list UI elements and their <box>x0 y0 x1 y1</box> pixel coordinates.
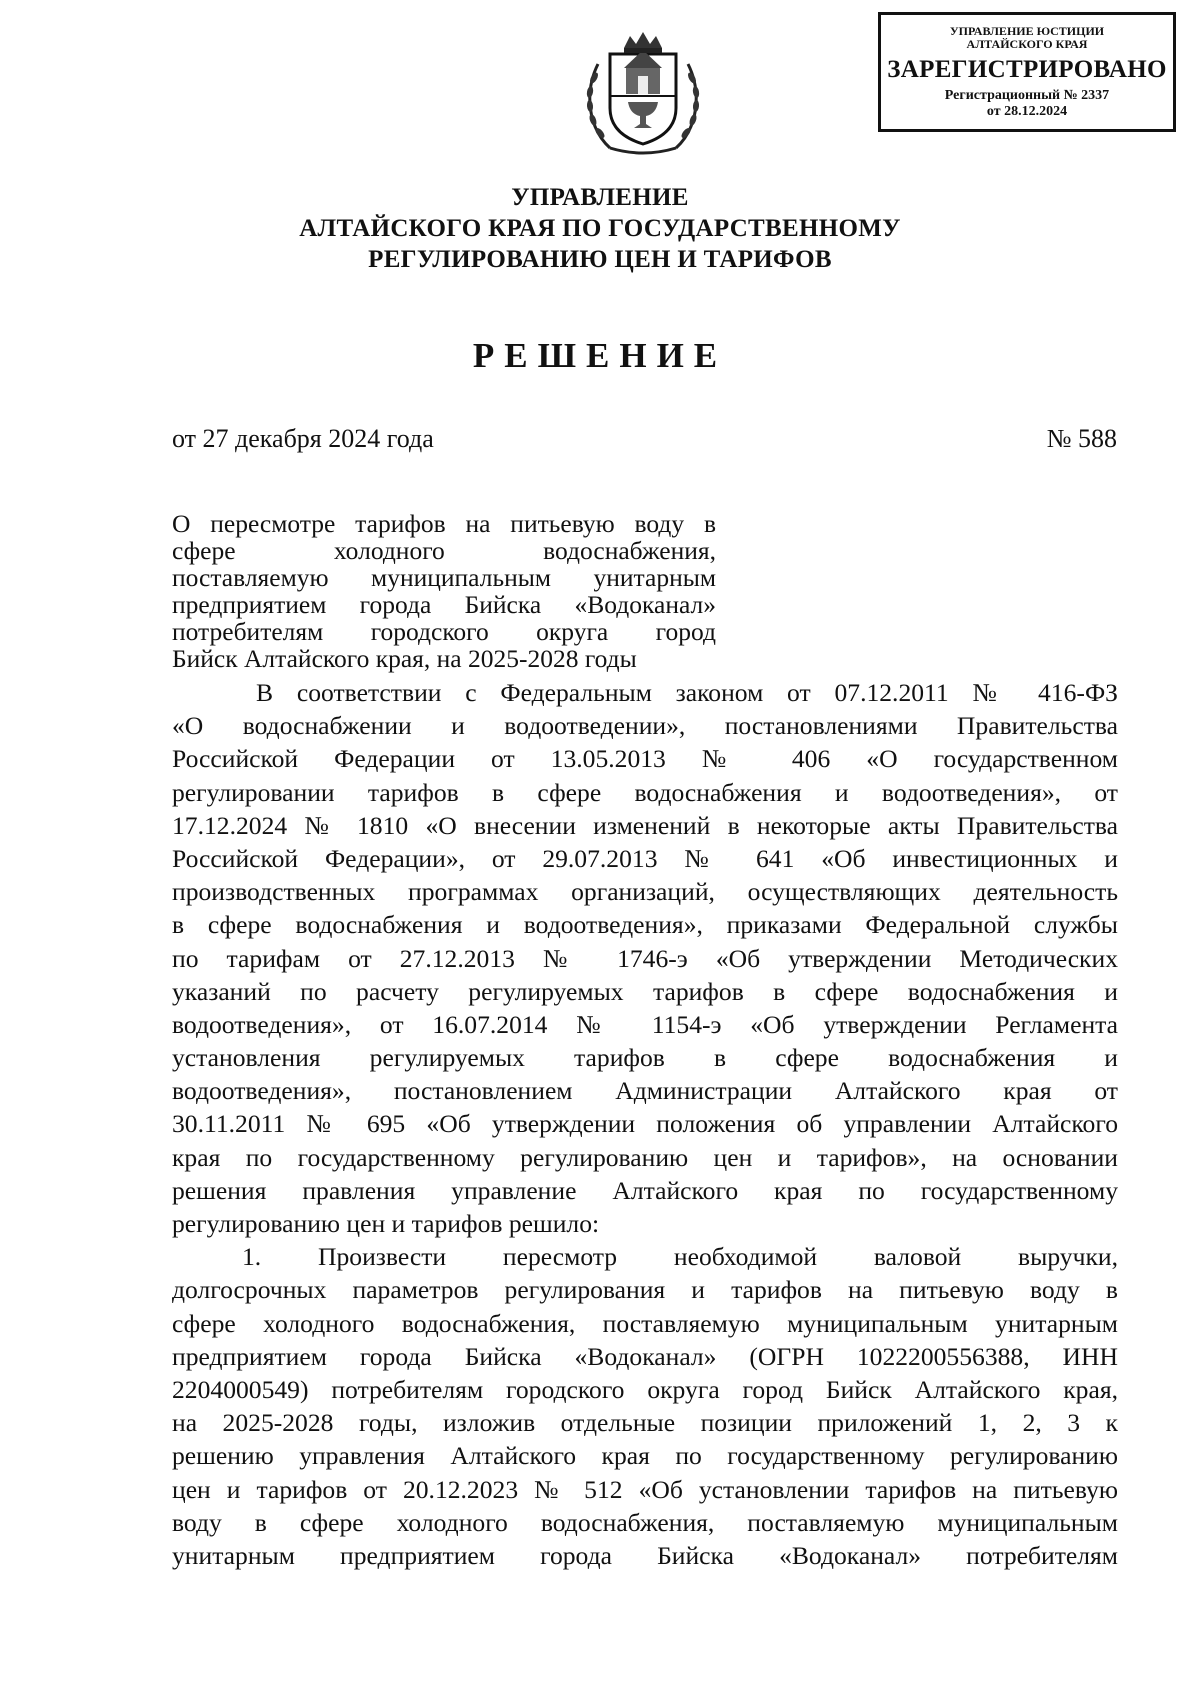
body-line: решению управления Алтайского края по государственному регулированию <box>172 1441 1118 1471</box>
stamp-registration-date: от 28.12.2024 <box>986 104 1068 119</box>
body-line: Российской Федерации от 13.05.2013 № 406 «О государственном <box>172 744 1118 774</box>
document-subject <box>172 510 716 672</box>
body-line: по тарифам от 27.12.2013 № 1746-э «Об утверждении Методических <box>172 943 1118 973</box>
body-line: 17.12.2024 № 1810 «О внесении изменений в некоторые акты Правительства <box>172 810 1118 840</box>
body-line: «О водоснабжении и водоотведении», постановлениями Правительства <box>172 711 1118 741</box>
agency-heading-line3: РЕГУЛИРОВАНИЮ ЦЕН И ТАРИФОВ <box>368 246 832 273</box>
body-line: в сфере водоснабжения и водоотведения», приказами Федеральной службы <box>172 910 1118 940</box>
body-line: цен и тарифов от 20.12.2023 № 512 «Об установлении тарифов на питьевую <box>172 1474 1118 1504</box>
body-line: водоотведения», от 16.07.2014 № 1154-э «Об утверждении Регламента <box>172 1009 1118 1039</box>
body-line: решения правления управление Алтайского края по государственному <box>172 1175 1118 1205</box>
body-line: установления регулируемых тарифов в сфере водоснабжения и <box>172 1043 1118 1073</box>
registration-stamp <box>878 12 1176 132</box>
body-line: края по государственному регулированию цен и тарифов», на основании <box>172 1142 1118 1172</box>
body-line: 30.11.2011 № 695 «Об утверждении положения об управлении Алтайского <box>172 1109 1118 1139</box>
document-date: от 27 декабря 2024 года <box>172 424 434 453</box>
agency-heading <box>0 182 1200 275</box>
body-line: В соответствии с Федеральным законом от 07.12.2011 № 416-ФЗ <box>256 678 1118 707</box>
body-line: воду в сфере холодного водоснабжения, поставляемую муниципальным <box>172 1507 1118 1537</box>
body-line: регулировании тарифов в сфере водоснабжения и водоотведения», от <box>172 777 1118 807</box>
body-line: регулированию цен и тарифов решило: <box>172 1209 600 1238</box>
stamp-registered-label: ЗАРЕГИСТРИРОВАНО <box>887 56 1167 83</box>
body-line: водоотведения», постановлением Администрации Алтайского края от <box>172 1076 1118 1106</box>
body-line: унитарным предприятием города Бийска «Водоканал» потребителям <box>172 1540 1118 1570</box>
subject-line: Бийск Алтайского края, на 2025-2028 годы <box>172 644 637 673</box>
subject-line: поставляемую муниципальным унитарным <box>172 563 716 592</box>
body-line: на 2025-2028 годы, изложив отдельные позиции приложений 1, 2, 3 к <box>172 1408 1118 1438</box>
body-line: 1. Произвести пересмотр необходимой валовой выручки, <box>242 1242 1118 1272</box>
body-line: предприятием города Бийска «Водоканал» (ОГРН 1022200556388, ИНН <box>172 1341 1118 1371</box>
document-number: № 588 <box>1046 424 1117 453</box>
body-line: сфере холодного водоснабжения, поставляемую муниципальным унитарным <box>172 1308 1118 1338</box>
body-line: Российской Федерации», от 29.07.2013 № 641 «Об инвестиционных и <box>172 843 1118 873</box>
agency-heading-line1: УПРАВЛЕНИЕ <box>511 184 689 211</box>
body-line: указаний по расчету регулируемых тарифов в сфере водоснабжения и <box>172 976 1118 1006</box>
subject-line: потребителям городского округа город <box>172 617 716 646</box>
body-line: производственных программах организаций, осуществляющих деятельность <box>172 877 1118 907</box>
stamp-authority-line1: УПРАВЛЕНИЕ ЮСТИЦИИ <box>949 24 1105 38</box>
altai-krai-coat-of-arms-icon <box>580 30 706 160</box>
document-body <box>172 676 1118 1572</box>
body-line: 2204000549) потребителям городского округа город Бийск Алтайского края, <box>172 1374 1118 1404</box>
agency-heading-line2: АЛТАЙСКОГО КРАЯ ПО ГОСУДАРСТВЕННОМУ <box>299 215 901 242</box>
body-line: долгосрочных параметров регулирования и тарифов на питьевую воду в <box>172 1275 1118 1305</box>
subject-line: предприятием города Бийска «Водоканал» <box>172 590 716 619</box>
document-type-title: РЕШЕНИЕ <box>472 336 728 375</box>
stamp-authority-line2: АЛТАЙСКОГО КРАЯ <box>966 37 1088 51</box>
stamp-registration-number: Регистрационный № 2337 <box>944 88 1110 103</box>
subject-line: сфере холодного водоснабжения, <box>172 536 716 565</box>
subject-line: О пересмотре тарифов на питьевую воду в <box>172 509 716 538</box>
